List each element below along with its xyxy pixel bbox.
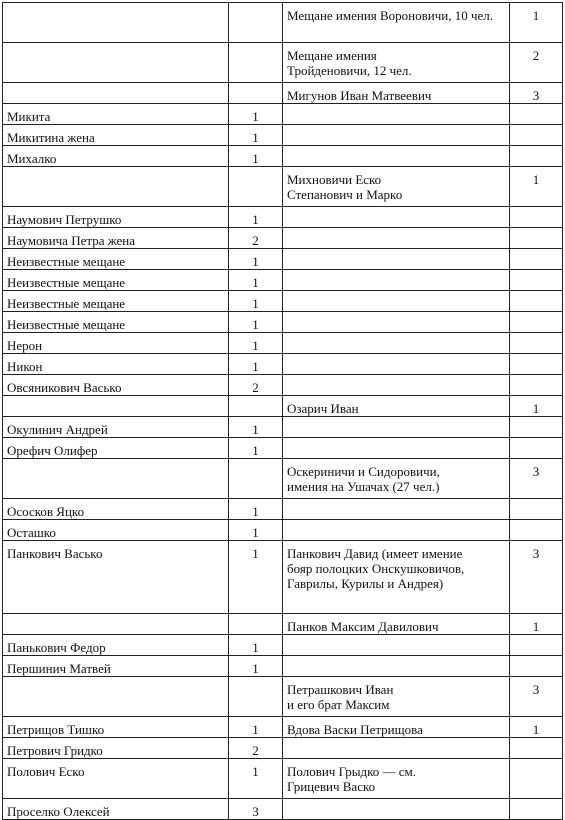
left-name-cell: Наумович Петрушко <box>3 207 229 228</box>
right-name-cell <box>283 635 510 656</box>
right-count-cell <box>510 354 563 375</box>
left-name-cell: Неизвестные мещане <box>3 249 229 270</box>
right-name-cell: Мигунов Иван Матвеевич <box>283 83 510 104</box>
right-count-cell <box>510 417 563 438</box>
left-count-cell: 2 <box>229 738 283 759</box>
table-row <box>3 438 563 459</box>
right-count-cell <box>510 499 563 520</box>
right-name-cell <box>283 656 510 677</box>
table-row <box>3 354 563 375</box>
right-count-cell <box>510 520 563 541</box>
left-count-cell: 1 <box>229 438 283 459</box>
left-count-cell: 1 <box>229 759 283 799</box>
right-name-cell <box>283 438 510 459</box>
right-count-cell <box>510 438 563 459</box>
left-name-cell: Першинич Матвей <box>3 656 229 677</box>
right-count-cell <box>510 799 563 820</box>
left-count-cell <box>229 3 283 43</box>
left-name-cell: Наумовича Петра жена <box>3 228 229 249</box>
left-count-cell: 1 <box>229 354 283 375</box>
table-body <box>3 3 563 820</box>
left-name-cell <box>3 677 229 717</box>
right-name-cell <box>283 375 510 396</box>
right-name-cell <box>283 146 510 167</box>
table-row <box>3 459 563 499</box>
right-count-cell: 1 <box>510 167 563 207</box>
left-count-cell: 1 <box>229 333 283 354</box>
left-name-cell: Панькович Федор <box>3 635 229 656</box>
right-count-cell: 3 <box>510 677 563 717</box>
left-name-cell: Неизвестные мещане <box>3 312 229 333</box>
left-count-cell <box>229 677 283 717</box>
right-count-cell: 3 <box>510 459 563 499</box>
left-count-cell: 1 <box>229 146 283 167</box>
left-name-cell <box>3 396 229 417</box>
left-name-cell: Осташко <box>3 520 229 541</box>
right-name-cell <box>283 291 510 312</box>
table-row <box>3 83 563 104</box>
right-count-cell: 3 <box>510 83 563 104</box>
right-name-cell <box>283 799 510 820</box>
left-count-cell: 1 <box>229 417 283 438</box>
table-row <box>3 43 563 83</box>
right-name-cell <box>283 104 510 125</box>
table-row <box>3 417 563 438</box>
table-row <box>3 207 563 228</box>
right-count-cell <box>510 333 563 354</box>
left-name-cell: Окулинич Андрей <box>3 417 229 438</box>
left-count-cell: 1 <box>229 104 283 125</box>
left-name-cell <box>3 3 229 43</box>
table-row <box>3 249 563 270</box>
left-name-cell: Панкович Васько <box>3 541 229 614</box>
right-count-cell <box>510 104 563 125</box>
left-count-cell: 1 <box>229 207 283 228</box>
right-count-cell <box>510 228 563 249</box>
table-row <box>3 738 563 759</box>
right-count-cell: 1 <box>510 3 563 43</box>
right-count-cell: 1 <box>510 717 563 738</box>
right-count-cell: 1 <box>510 614 563 635</box>
right-name-cell: Мещане имения Вороновичи, 10 чел. <box>283 3 510 43</box>
table-row <box>3 104 563 125</box>
right-name-cell <box>283 333 510 354</box>
left-name-cell: Ососков Яцко <box>3 499 229 520</box>
right-count-cell: 2 <box>510 43 563 83</box>
right-name-cell <box>283 312 510 333</box>
left-name-cell: Никон <box>3 354 229 375</box>
table-row <box>3 396 563 417</box>
table-row <box>3 759 563 799</box>
right-name-cell: Озарич Иван <box>283 396 510 417</box>
table-row <box>3 291 563 312</box>
left-count-cell <box>229 396 283 417</box>
right-name-cell <box>283 417 510 438</box>
left-name-cell: Петрович Гридко <box>3 738 229 759</box>
table-row <box>3 312 563 333</box>
left-count-cell <box>229 614 283 635</box>
table-row <box>3 228 563 249</box>
right-name-cell <box>283 354 510 375</box>
table-row <box>3 656 563 677</box>
left-count-cell: 1 <box>229 312 283 333</box>
right-count-cell <box>510 375 563 396</box>
table-row <box>3 499 563 520</box>
left-count-cell: 1 <box>229 270 283 291</box>
right-name-cell <box>283 228 510 249</box>
document-page <box>2 2 562 820</box>
left-name-cell <box>3 43 229 83</box>
left-count-cell <box>229 83 283 104</box>
table-row <box>3 717 563 738</box>
right-count-cell <box>510 125 563 146</box>
table-row <box>3 799 563 820</box>
right-count-cell <box>510 759 563 799</box>
right-name-cell: Полович Грыдко — см. Грицевич Васко <box>283 759 510 799</box>
right-name-cell <box>283 738 510 759</box>
left-count-cell: 2 <box>229 228 283 249</box>
left-name-cell: Неизвестные мещане <box>3 270 229 291</box>
right-name-cell: Михновичи Еско Степанович и Марко <box>283 167 510 207</box>
right-count-cell <box>510 738 563 759</box>
left-name-cell: Орефич Олифер <box>3 438 229 459</box>
right-count-cell <box>510 207 563 228</box>
right-count-cell: 3 <box>510 541 563 614</box>
right-name-cell <box>283 207 510 228</box>
left-name-cell <box>3 83 229 104</box>
left-count-cell: 1 <box>229 499 283 520</box>
right-count-cell <box>510 249 563 270</box>
table-row <box>3 333 563 354</box>
table-row <box>3 125 563 146</box>
names-table <box>2 2 563 820</box>
left-name-cell: Микитина жена <box>3 125 229 146</box>
right-name-cell: Петрашкович Иван и его брат Максим <box>283 677 510 717</box>
table-row <box>3 541 563 614</box>
right-count-cell <box>510 635 563 656</box>
left-count-cell <box>229 167 283 207</box>
left-name-cell: Нерон <box>3 333 229 354</box>
left-count-cell: 1 <box>229 249 283 270</box>
right-count-cell <box>510 312 563 333</box>
left-count-cell: 1 <box>229 635 283 656</box>
right-count-cell <box>510 146 563 167</box>
left-name-cell <box>3 459 229 499</box>
left-name-cell: Полович Еско <box>3 759 229 799</box>
left-name-cell: Петрищов Тишко <box>3 717 229 738</box>
right-count-cell: 1 <box>510 396 563 417</box>
table-row <box>3 635 563 656</box>
left-name-cell: Микита <box>3 104 229 125</box>
left-count-cell: 1 <box>229 656 283 677</box>
right-name-cell: Вдова Васки Петрищова <box>283 717 510 738</box>
table-row <box>3 3 563 43</box>
table-row <box>3 270 563 291</box>
right-name-cell <box>283 499 510 520</box>
table-row <box>3 146 563 167</box>
right-name-cell <box>283 520 510 541</box>
table-row <box>3 167 563 207</box>
left-count-cell: 1 <box>229 520 283 541</box>
right-count-cell <box>510 291 563 312</box>
table-row <box>3 614 563 635</box>
table-row <box>3 375 563 396</box>
right-count-cell <box>510 656 563 677</box>
left-count-cell: 1 <box>229 125 283 146</box>
right-name-cell: Панкович Давид (имеет имение бояр полоцких Онскушковичов, Гаврилы, Курилы и Андрея) <box>283 541 510 614</box>
right-name-cell: Оскериничи и Сидоровичи, имения на Ушачах (27 чел.) <box>283 459 510 499</box>
left-name-cell <box>3 614 229 635</box>
left-count-cell: 1 <box>229 541 283 614</box>
left-name-cell <box>3 167 229 207</box>
left-name-cell: Неизвестные мещане <box>3 291 229 312</box>
left-count-cell: 1 <box>229 717 283 738</box>
left-count-cell <box>229 43 283 83</box>
left-name-cell: Овсяникович Васько <box>3 375 229 396</box>
left-count-cell: 1 <box>229 291 283 312</box>
table-row <box>3 677 563 717</box>
left-count-cell <box>229 459 283 499</box>
left-count-cell: 3 <box>229 799 283 820</box>
right-name-cell <box>283 125 510 146</box>
right-count-cell <box>510 270 563 291</box>
left-name-cell: Михалко <box>3 146 229 167</box>
table-row <box>3 520 563 541</box>
right-name-cell: Панков Максим Давилович <box>283 614 510 635</box>
left-name-cell: Проселко Олексей <box>3 799 229 820</box>
right-name-cell <box>283 270 510 291</box>
right-name-cell <box>283 249 510 270</box>
right-name-cell: Мещане имения Тройденовичи, 12 чел. <box>283 43 510 83</box>
left-count-cell: 2 <box>229 375 283 396</box>
